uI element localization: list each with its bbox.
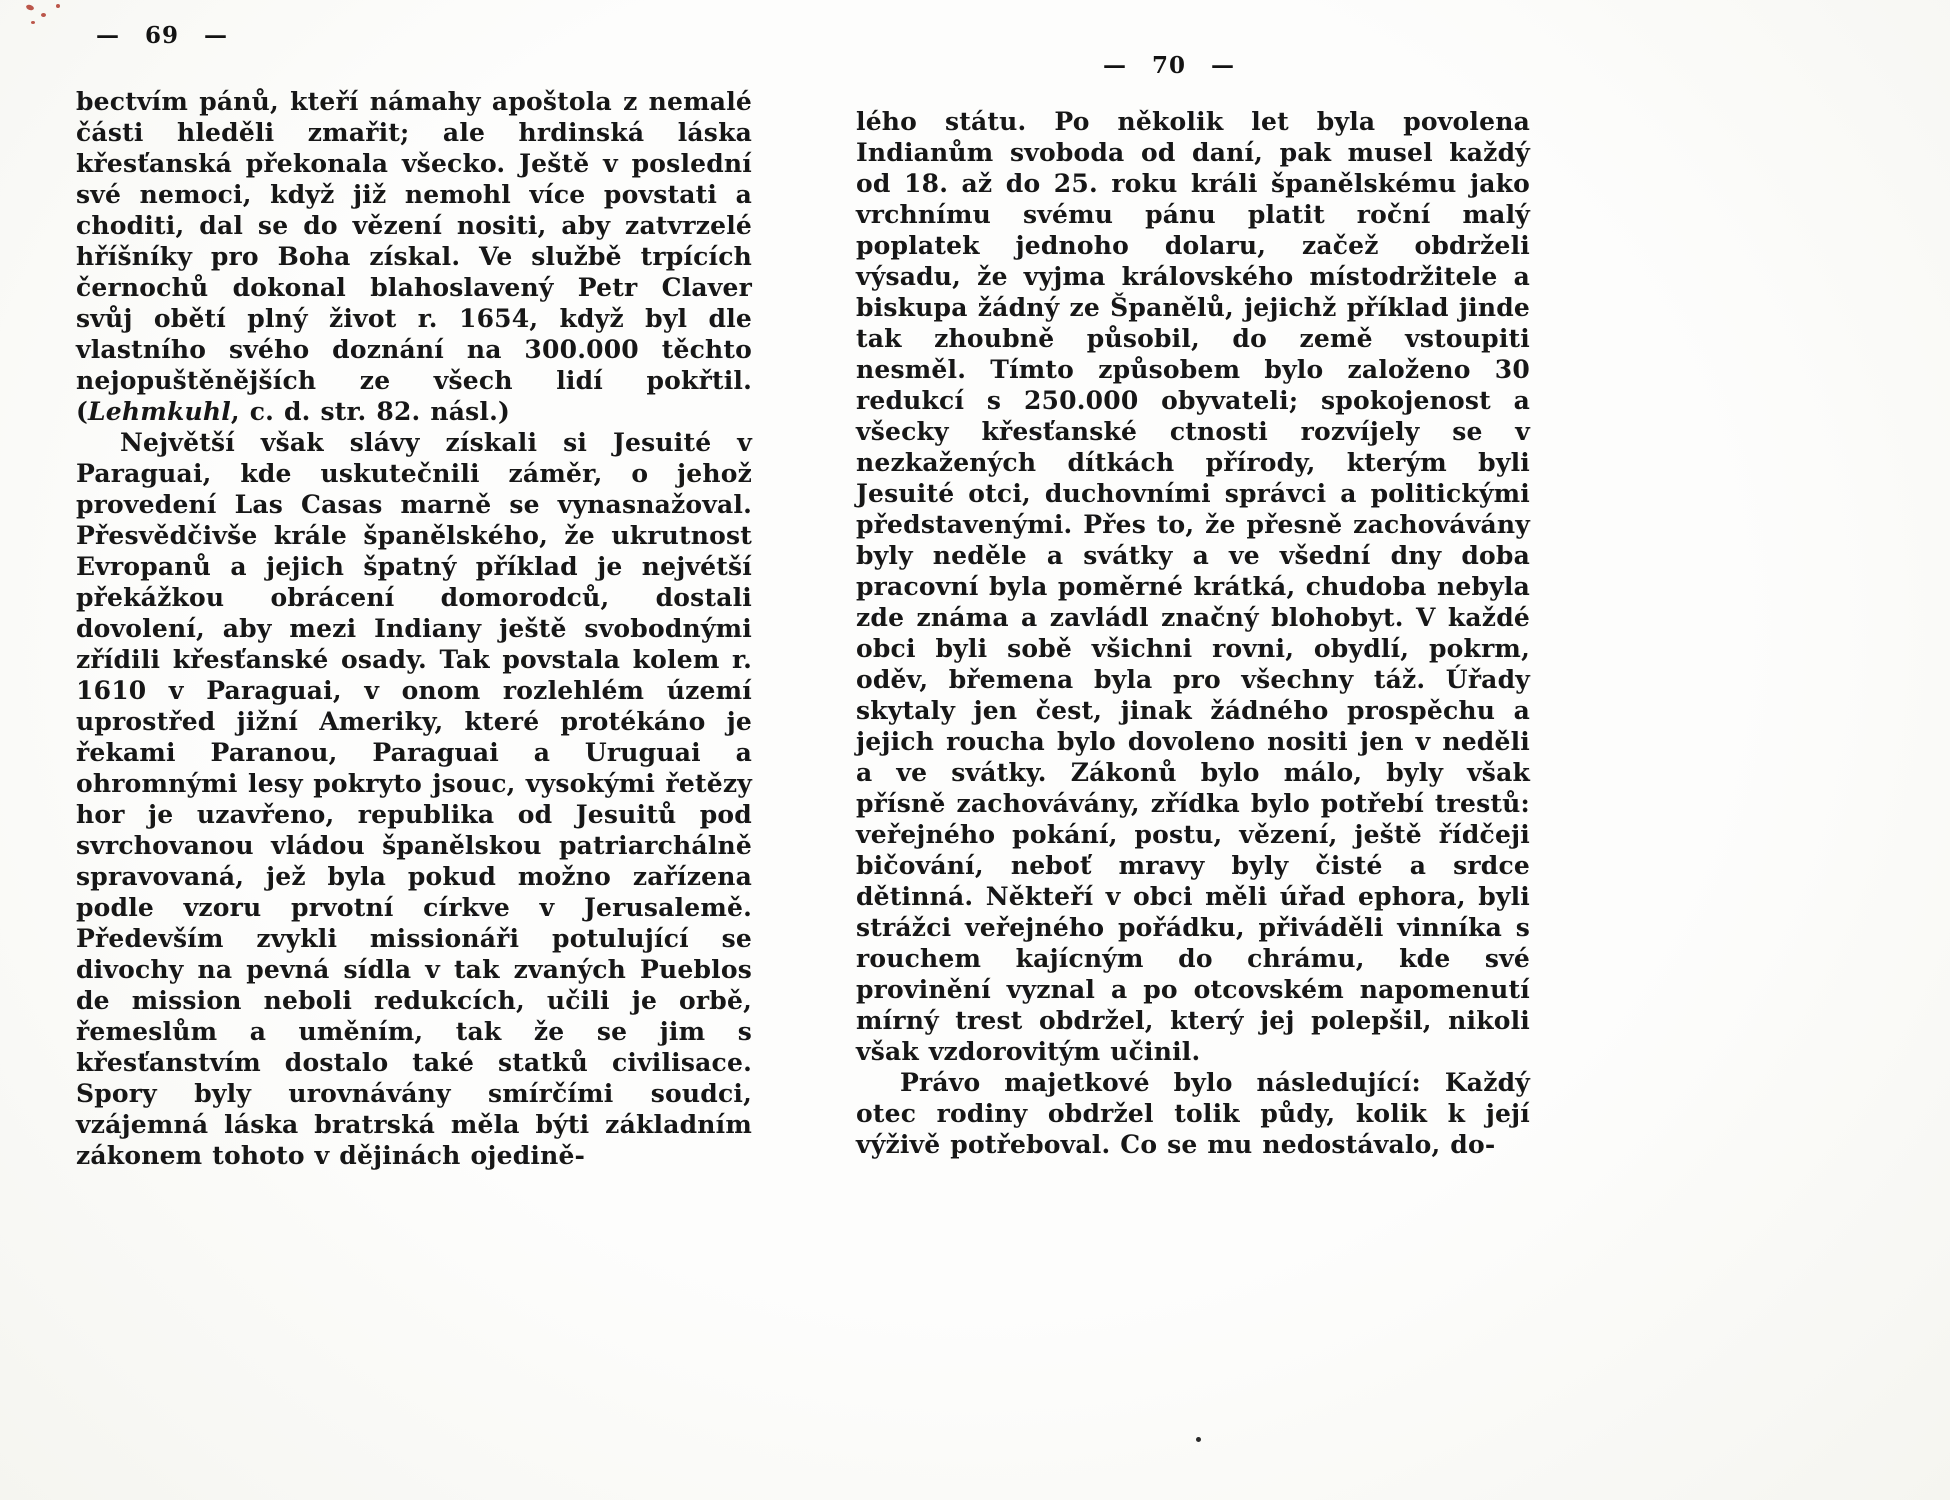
scan-artifact <box>56 4 60 8</box>
scan-artifact <box>25 4 34 11</box>
page-69-text-column <box>76 86 752 1171</box>
scan-artifact <box>31 21 35 24</box>
page-number-left: — 69 — <box>96 22 229 49</box>
body-text-segment: , c. d. str. 82. násl.) <box>230 397 511 426</box>
body-text-segment: lého státu. Po několik let byla povolena Indianům svoboda od daní, pak musel každý od 18. až do 25. roku králi španělskému jako vrchnímu svému pánu platit roční malý poplatek jednoho dolaru, začež obdrželi výsadu, že vyjma královského místodržitele a biskupa žádný ze Španělů, jejichž příklad jinde tak zhoubně působil, do země vstoupiti nesměl. Tímto způsobem bylo založeno 30 redukcí s 250.000 obyvateli; spokojenost a všecky křesťanské ctnosti rozvíjely se v nezkažených dítkách přírody, kterým byli Jesuité otci, duchovními správci a politickými představenými. Přes to, že přesně zachovávány byly neděle a svátky a ve všední dny doba pracovní byla poměrné krátká, chudoba nebyla zde známa a zavládl značný blohobyt. V každé obci byli sobě všichni rovni, obydlí, pokrm, oděv, břemena byla pro všechny táž. Úřady skytaly jen čest, jinak žádného prospěchu a jejich roucha bylo dovoleno nositi jen v neděli a ve svátky. Zákonů bylo málo, byly však přísně zachovávány, zřídka bylo potřebí trestů: veřejného pokání, postu, vězení, ještě řídčeji bičování, neboť mravy byly čisté a srdce dětinná. Někteří v obci měli úřad ephora, byli strážci veřejného pořádku, přiváděli vinníka s rouchem kajícným do chrámu, kde své provinění vyznal a po otcovském napomenutí mírný trest obdržel, který jej polepšil, nikoli však vzdorovitým učinil. <box>856 107 1530 1066</box>
body-text-segment: bectvím pánů, kteří námahy apoštola z nemalé části hleděli zmařit; ale hrdinská láska křesťanská překonala všecko. Ještě v poslední své nemoci, když již nemohl více povstati a choditi, dal se do vězení nositi, aby zatvrzelé hříšníky pro Boha získal. Ve službě trpících černochů dokonal blahoslavený Petr Claver svůj obětí plný život r. 1654, když byl dle vlastního svého doznání na 300.000 těchto nejopuštěnějších ze všech lidí pokřtil. ( <box>76 87 752 426</box>
italic-citation-text: Lehmkuhl <box>88 397 231 426</box>
page-number-right: — 70 — <box>1103 52 1236 79</box>
paragraph <box>76 86 752 427</box>
body-text-segment: Právo majetkové bylo následující: Každý otec rodiny obdržel tolik půdy, kolik k její výživě potřeboval. Co se mu nedostávalo, do- <box>856 1068 1530 1159</box>
paragraph <box>856 1067 1530 1160</box>
paragraph <box>856 106 1530 1067</box>
page-70-text-column <box>856 106 1530 1160</box>
body-text-segment: Největší však slávy získali si Jesuité v Paraguai, kde uskutečnili záměr, o jehož provedení Las Casas marně se vynasnažoval. Přesvědčivše krále španělského, že ukrutnost Evropanů a jejich špatný příklad je nejvétší překážkou obrácení domorodců, dostali dovolení, aby mezi Indiany ještě svobodnými zřídili křesťanské osady. Tak povstala kolem r. 1610 v Paraguai, v onom rozlehlém území uprostřed jižní Ameriky, které protékáno je řekami Paranou, Paraguai a Uruguai a ohromnými lesy pokryto jsouc, vysokými řetězy hor je uzavřeno, republika od Jesuitů pod svrchovanou vládou španělskou patriarchálně spravovaná, jež byla pokud možno zařízena podle vzoru prvotní církve v Jerusalemě. Především zvykli missionáři potulující se divochy na pevná sídla v tak zvaných Pueblos de mission neboli redukcích, učili je orbě, řemeslům a uměním, tak že se jim s křesťanstvím dostalo také statků civilisace. Spory byly urovnávány smírčími soudci, vzájemná láska bratrská měla býti základním zákonem tohoto v dějinách ojedině- <box>76 428 752 1170</box>
scan-artifact <box>41 13 46 17</box>
paragraph <box>76 427 752 1171</box>
scan-artifact <box>1196 1437 1201 1442</box>
